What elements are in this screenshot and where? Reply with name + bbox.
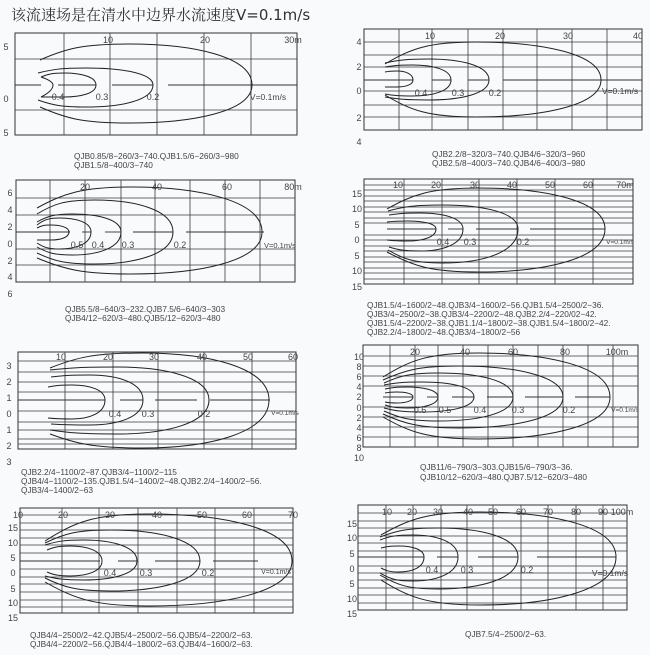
boundary-velocity-label: V=0.1m/s (606, 239, 634, 246)
model-caption-line: QJB2.2/4−1800/2−48.QJB3/4−1800/2−56 (367, 327, 521, 337)
boundary-velocity-label: V=0.1m/s (264, 241, 296, 250)
x-tick-label: 90 (597, 507, 609, 517)
y-tick-label: 0 (7, 239, 13, 249)
y-tick-label: 10 (353, 453, 365, 463)
isovel-curve (381, 546, 424, 572)
x-tick-label: 50 (544, 180, 556, 190)
isovel-curve (45, 540, 137, 580)
y-tick-label: 5 (3, 128, 9, 138)
isovel-label: 0.3 (463, 237, 477, 247)
chart-panel-6 (354, 345, 640, 482)
y-tick-label: 2 (6, 377, 12, 387)
isovel-label: 0.3 (511, 405, 525, 415)
x-tick-label: 20 (102, 352, 114, 362)
y-tick-label: 15 (7, 523, 19, 533)
isovel-curve (380, 535, 458, 581)
isovel-label: 0.2 (488, 88, 502, 98)
y-tick-label: 4 (7, 272, 13, 282)
y-tick-label: 10 (7, 538, 19, 548)
boundary-velocity-label: V=0.1m/s (601, 86, 639, 96)
isovel-label: 0.2 (562, 405, 576, 415)
chart-panel-2 (356, 29, 643, 168)
x-tick-label: 40 (506, 180, 518, 190)
y-tick-label: 0 (3, 94, 9, 104)
boundary-velocity-label: V=0.1m/s (261, 569, 291, 576)
isovel-label: 0.4 (425, 565, 439, 575)
isovel-curve (385, 392, 413, 403)
x-tick-label: 10 (102, 35, 114, 45)
isovel-label: 0.3 (451, 88, 465, 98)
model-caption-line: QJB1.5/4−1600/2−48.QJB3/4−1600/2−56.QJB1.5/4−2500/2−36. (367, 300, 604, 310)
y-tick-label: 8 (356, 362, 362, 372)
chart-panel-5 (6, 352, 299, 495)
plot-frame (16, 180, 295, 282)
y-tick-label: 2 (356, 392, 362, 402)
y-tick-label: 10 (7, 598, 19, 608)
x-tick-label: 40 (462, 507, 474, 517)
y-tick-label: 0 (10, 568, 16, 578)
x-tick-label: 60 (287, 352, 299, 362)
chart-panel-8 (347, 505, 633, 639)
x-tick-label: 40 (151, 182, 163, 192)
isovel-label: 0.3 (121, 240, 135, 250)
boundary-velocity-label: V=0.1m/s (271, 410, 299, 417)
isovel-curve (40, 44, 252, 123)
isovel-label: 0.6 (413, 405, 427, 415)
x-tick-label: 50 (196, 510, 208, 520)
x-tick-label: 50 (487, 507, 499, 517)
x-tick-label: 10 (55, 352, 67, 362)
y-tick-label: 6 (356, 433, 362, 443)
model-caption-line: QJB2.2/4−1100/2−87.QJB3/4−1100/2−115 (21, 467, 177, 477)
y-tick-label: 10 (353, 352, 365, 362)
model-caption-line: QJB2.2/8−320/3−740.QJB4/6−320/3−960 (432, 149, 586, 159)
isovel-label: 0.2 (146, 92, 160, 102)
y-tick-label: 2 (7, 256, 13, 266)
y-tick-label: 6 (356, 372, 362, 382)
x-tick-label: 20 (406, 507, 418, 517)
x-tick-label: 70 (542, 507, 554, 517)
y-tick-label: 2 (356, 113, 362, 123)
x-tick-label: 100m (610, 507, 634, 517)
y-tick-label: 0 (356, 403, 362, 413)
plot-frame (20, 508, 293, 613)
isovel-label: 0.3 (460, 565, 474, 575)
x-tick-label: 70 (287, 510, 299, 520)
x-tick-label: 60 (221, 182, 233, 192)
x-tick-label: 20 (430, 180, 442, 190)
y-tick-label: 0 (356, 86, 362, 96)
boundary-velocity-label: V=0.1m/s (611, 407, 639, 414)
x-tick-label: 60 (241, 510, 253, 520)
isovel-label: 0.4 (473, 405, 487, 415)
model-caption-line: QJB3/4−2500/2−38.QJB3/4−2200/2−48.QJB2.2/4−220/02−42. (367, 309, 597, 319)
isovel-label: 0.2 (197, 409, 211, 419)
chart-panel-1 (3, 33, 301, 170)
model-caption-line: QJB11/6−790/3−303.QJB15/6−790/3−36. (420, 462, 573, 472)
y-tick-label: 5 (10, 584, 16, 594)
isovel-label: 0.4 (414, 88, 428, 98)
y-tick-label: 4 (356, 137, 362, 147)
isovel-curve (381, 512, 616, 605)
isovel-label: 0.4 (108, 409, 122, 419)
x-tick-label: 50 (242, 352, 254, 362)
model-caption-line: QJB2.5/8−400/3−740.QJB4/6−400/3−980 (432, 158, 586, 168)
x-tick-label: 80 (570, 507, 582, 517)
chart-panel-3 (7, 180, 301, 323)
x-tick-label: 30 (562, 31, 574, 41)
isovel-label: 0.2 (516, 237, 530, 247)
isovel-label: 0.4 (91, 240, 105, 250)
x-tick-label: 20 (79, 182, 91, 192)
x-tick-label: 60 (515, 507, 527, 517)
x-tick-label: 30 (104, 510, 116, 520)
y-tick-label: 5 (3, 42, 9, 52)
y-tick-label: 8 (356, 443, 362, 453)
isovel-label: 0.3 (95, 92, 109, 102)
isovel-label: 0.2 (201, 568, 215, 578)
y-tick-label: 15 (351, 282, 363, 292)
model-caption-line: QJB3/4−1400/2−63 (21, 485, 93, 495)
x-tick-label: 30m (284, 35, 302, 45)
plot-frame (363, 345, 638, 447)
isovel-label: 0.2 (520, 565, 534, 575)
x-tick-label: 80 (559, 347, 571, 357)
y-tick-label: 15 (346, 519, 358, 529)
x-tick-label: 60 (507, 347, 519, 357)
chart-panel-7 (8, 508, 298, 649)
page-title: 该流速场是在清水中边界水流速度V=0.1m/s (11, 6, 311, 24)
x-tick-label: 30 (469, 180, 481, 190)
x-tick-label: 10 (424, 31, 436, 41)
isovel-label: 0.4 (436, 237, 450, 247)
y-tick-label: 0 (6, 409, 12, 419)
chart-panel-4 (352, 179, 635, 337)
model-caption-line: QJB1.5/8−400/3−740 (74, 160, 153, 170)
isovel-curve (387, 221, 436, 241)
y-tick-label: 2 (356, 413, 362, 423)
model-caption-line: QJB1.5/4−2200/2−38.QJB1.1/4−1800/2−38.QJB1.5/4−1800/2−42. (367, 318, 611, 328)
x-tick-label: 10 (12, 510, 24, 520)
y-tick-label: 5 (354, 220, 360, 230)
isovel-label: 0.5 (70, 240, 84, 250)
y-tick-label: 5 (349, 549, 355, 559)
x-tick-label: 40 (196, 352, 208, 362)
y-tick-label: 4 (356, 423, 362, 433)
y-tick-label: 5 (349, 579, 355, 589)
isovel-curve (37, 225, 69, 240)
isovel-label: 0.3 (141, 409, 155, 419)
isovel-curve (385, 42, 601, 117)
isovel-label: 0.4 (103, 568, 117, 578)
y-tick-label: 4 (356, 37, 362, 47)
y-tick-label: 4 (356, 382, 362, 392)
isovel-label: 0.4 (51, 92, 65, 102)
isovel-curve (385, 387, 438, 408)
boundary-velocity-label: V=0.1m/s (591, 568, 629, 578)
x-tick-label: 30 (432, 507, 444, 517)
isovel-curve (50, 367, 209, 434)
x-tick-label: 80m (284, 182, 302, 192)
model-caption-line: QJB4/4−2200/2−56.QJB4/4−1800/2−63.QJB4/4−1600/2−63. (30, 639, 253, 649)
y-tick-label: 2 (7, 222, 13, 232)
x-tick-label: 60 (582, 180, 594, 190)
y-tick-label: 1 (6, 425, 12, 435)
isovel-curve (48, 385, 105, 419)
boundary-velocity-label: V=0.1m/s (249, 92, 287, 102)
isovel-label: 0.5 (438, 405, 452, 415)
y-tick-label: 3 (6, 457, 12, 467)
x-tick-label: 70m (616, 180, 634, 190)
model-caption-line: QJB4/4−2500/2−42.QJB5/4−2500/2−56.QJB5/4−2200/2−63. (30, 630, 253, 640)
x-tick-label: 40 (459, 347, 471, 357)
model-caption-line: QJB10/12−620/3−480.QJB7.5/12−620/3−480 (420, 472, 587, 482)
y-tick-label: 15 (351, 189, 363, 199)
model-caption-line: QJB5.5/8−640/3−232.QJB7.5/6−640/3−303 (65, 304, 226, 314)
y-tick-label: 6 (7, 188, 13, 198)
y-tick-label: 4 (7, 205, 13, 215)
y-tick-label: 0 (354, 235, 360, 245)
model-caption-line: QJB4/4−1100/2−135.QJB1.5/4−1400/2−48.QJB2.2/4−1400/2−56. (21, 476, 262, 486)
y-tick-label: 3 (6, 361, 12, 371)
x-tick-label: 40 (151, 510, 163, 520)
model-caption-line: QJB7.5/4−2500/2−63. (465, 629, 547, 639)
model-caption-line: QJB4/12−620/3−480.QJB5/12−620/3−480 (65, 313, 221, 323)
x-tick-label: 100m (605, 347, 629, 357)
x-tick-label: 10 (381, 507, 393, 517)
x-tick-label: 10 (392, 180, 404, 190)
isovel-curve (37, 187, 262, 274)
model-caption-line: QJB0.85/8−260/3−740.QJB1.5/6−260/3−980 (74, 151, 239, 161)
isovel-label: 0.2 (173, 240, 187, 250)
y-tick-label: 10 (346, 533, 358, 543)
x-tick-label: 20 (409, 347, 421, 357)
y-tick-label: 15 (346, 609, 358, 619)
y-tick-label: 10 (351, 266, 363, 276)
y-tick-label: 0 (349, 564, 355, 574)
plot-frame (18, 352, 299, 449)
x-tick-label: 20 (494, 31, 506, 41)
y-tick-label: 1 (6, 393, 12, 403)
isovel-curve (389, 213, 463, 251)
y-tick-label: 10 (346, 594, 358, 604)
y-tick-label: 10 (351, 204, 363, 214)
x-tick-label: 20 (57, 510, 69, 520)
y-tick-label: 5 (10, 553, 16, 563)
x-tick-label: 20 (199, 35, 211, 45)
y-tick-label: 5 (354, 251, 360, 261)
x-tick-label: 40 (632, 31, 644, 41)
y-tick-label: 2 (356, 62, 362, 72)
plot-frame (15, 33, 297, 135)
y-tick-label: 6 (7, 289, 13, 299)
y-tick-label: 2 (6, 441, 12, 451)
isovel-label: 0.3 (139, 568, 153, 578)
y-tick-label: 15 (7, 613, 19, 623)
x-tick-label: 30 (148, 352, 160, 362)
